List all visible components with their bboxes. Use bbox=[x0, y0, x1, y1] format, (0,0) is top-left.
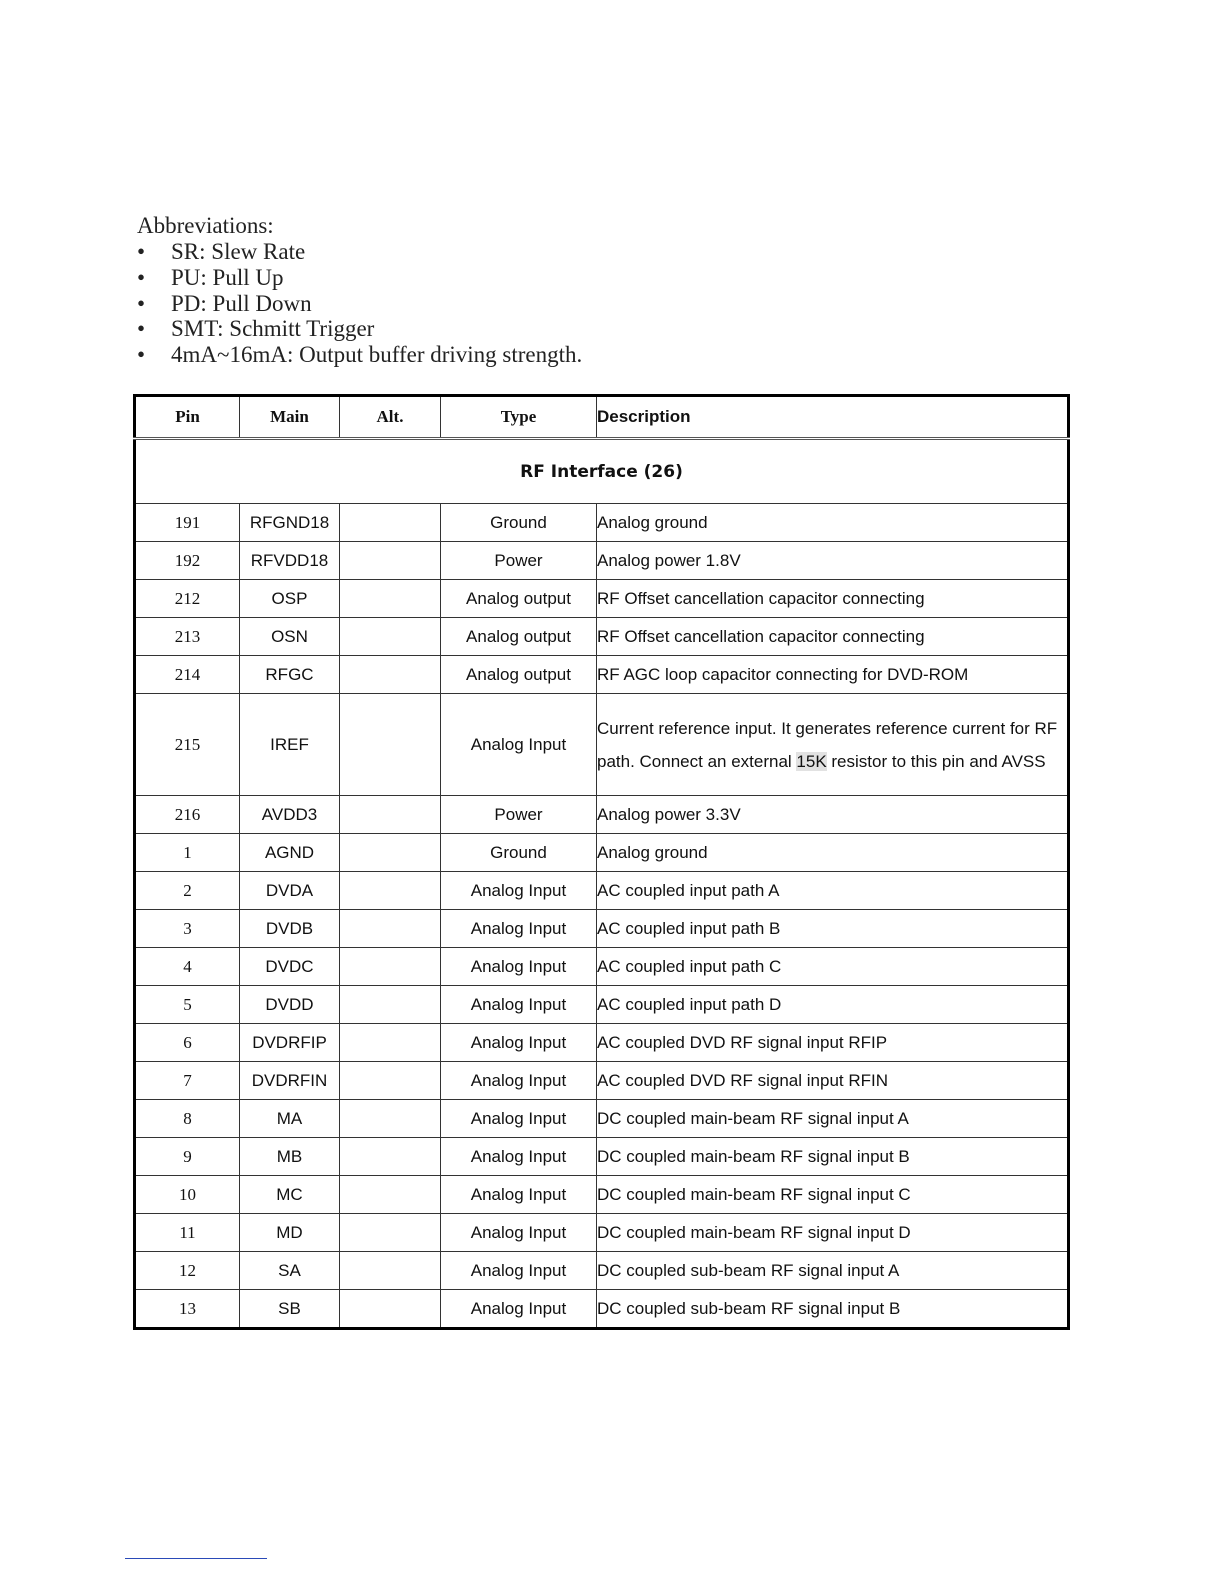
description-cell: DC coupled sub-beam RF signal input B bbox=[597, 1290, 1069, 1329]
type-cell: Analog Input bbox=[441, 1176, 597, 1214]
type-cell: Analog output bbox=[441, 656, 597, 694]
type-cell: Analog Input bbox=[441, 1252, 597, 1290]
alt-cell bbox=[340, 872, 441, 910]
alt-cell bbox=[340, 910, 441, 948]
type-cell: Analog Input bbox=[441, 1100, 597, 1138]
main-cell: IREF bbox=[240, 694, 340, 796]
alt-cell bbox=[340, 948, 441, 986]
table-row bbox=[135, 910, 1069, 948]
alt-cell bbox=[340, 1176, 441, 1214]
highlighted-value: 15K bbox=[796, 751, 827, 771]
list-item bbox=[137, 291, 582, 317]
description-cell: AC coupled input path A bbox=[597, 872, 1069, 910]
pin-cell: 4 bbox=[135, 948, 240, 986]
description-text: Current reference input. It generates reference current for RF path. Connect an external bbox=[597, 718, 1058, 771]
main-cell: DVDA bbox=[240, 872, 340, 910]
type-cell: Analog Input bbox=[441, 1138, 597, 1176]
table-row bbox=[135, 656, 1069, 694]
main-cell: MB bbox=[240, 1138, 340, 1176]
alt-cell bbox=[340, 542, 441, 580]
type-cell: Analog Input bbox=[441, 1024, 597, 1062]
type-cell: Analog Input bbox=[441, 1214, 597, 1252]
pin-cell: 3 bbox=[135, 910, 240, 948]
table-row bbox=[135, 1290, 1069, 1329]
main-cell: MD bbox=[240, 1214, 340, 1252]
description-cell: Analog power 1.8V bbox=[597, 542, 1069, 580]
description-cell: RF Offset cancellation capacitor connecting bbox=[597, 618, 1069, 656]
pin-cell: 5 bbox=[135, 986, 240, 1024]
pin-cell: 6 bbox=[135, 1024, 240, 1062]
alt-cell bbox=[340, 834, 441, 872]
alt-cell bbox=[340, 580, 441, 618]
bullet-icon: • bbox=[137, 264, 146, 290]
table-header-row bbox=[135, 396, 1069, 439]
description-cell: DC coupled main-beam RF signal input A bbox=[597, 1100, 1069, 1138]
alt-cell bbox=[340, 1024, 441, 1062]
main-cell: DVDD bbox=[240, 986, 340, 1024]
pin-cell: 9 bbox=[135, 1138, 240, 1176]
type-cell: Analog Input bbox=[441, 1290, 597, 1329]
main-cell: DVDRFIN bbox=[240, 1062, 340, 1100]
main-cell: MA bbox=[240, 1100, 340, 1138]
pin-cell: 11 bbox=[135, 1214, 240, 1252]
header-alt: Alt. bbox=[340, 396, 441, 439]
table-row bbox=[135, 872, 1069, 910]
bullet-icon: • bbox=[137, 290, 146, 316]
type-cell: Power bbox=[441, 796, 597, 834]
description-cell: AC coupled DVD RF signal input RFIP bbox=[597, 1024, 1069, 1062]
type-cell: Ground bbox=[441, 834, 597, 872]
abbreviations-list bbox=[137, 239, 582, 368]
description-cell: DC coupled main-beam RF signal input C bbox=[597, 1176, 1069, 1214]
alt-cell bbox=[340, 1062, 441, 1100]
pin-cell: 216 bbox=[135, 796, 240, 834]
list-item bbox=[137, 316, 582, 342]
abbreviation-text: PU: Pull Up bbox=[171, 264, 284, 290]
list-item bbox=[137, 239, 582, 265]
description-cell: RF AGC loop capacitor connecting for DVD-ROM bbox=[597, 656, 1069, 694]
description-cell: AC coupled input path C bbox=[597, 948, 1069, 986]
main-cell: RFVDD18 bbox=[240, 542, 340, 580]
table-row bbox=[135, 1138, 1069, 1176]
abbreviation-text: PD: Pull Down bbox=[171, 290, 312, 316]
pin-cell: 2 bbox=[135, 872, 240, 910]
alt-cell bbox=[340, 656, 441, 694]
alt-cell bbox=[340, 504, 441, 542]
abbreviations-block bbox=[137, 212, 582, 368]
alt-cell bbox=[340, 1138, 441, 1176]
pin-cell: 192 bbox=[135, 542, 240, 580]
table-row bbox=[135, 618, 1069, 656]
main-cell: SA bbox=[240, 1252, 340, 1290]
list-item bbox=[137, 342, 582, 368]
description-cell: RF Offset cancellation capacitor connecting bbox=[597, 580, 1069, 618]
description-cell: DC coupled main-beam RF signal input B bbox=[597, 1138, 1069, 1176]
bullet-icon: • bbox=[137, 342, 146, 368]
type-cell: Analog Input bbox=[441, 910, 597, 948]
pin-cell: 10 bbox=[135, 1176, 240, 1214]
description-cell: DC coupled sub-beam RF signal input A bbox=[597, 1252, 1069, 1290]
table-row bbox=[135, 1176, 1069, 1214]
description-cell: Analog ground bbox=[597, 834, 1069, 872]
alt-cell bbox=[340, 694, 441, 796]
table-row bbox=[135, 1100, 1069, 1138]
alt-cell bbox=[340, 986, 441, 1024]
pin-cell: 12 bbox=[135, 1252, 240, 1290]
main-cell: DVDC bbox=[240, 948, 340, 986]
alt-cell bbox=[340, 1214, 441, 1252]
abbreviation-text: 4mA~16mA: Output buffer driving strength. bbox=[171, 342, 583, 368]
list-item bbox=[137, 265, 582, 291]
table-row bbox=[135, 986, 1069, 1024]
main-cell: DVDB bbox=[240, 910, 340, 948]
type-cell: Analog output bbox=[441, 580, 597, 618]
description-cell: Analog power 3.3V bbox=[597, 796, 1069, 834]
table-row bbox=[135, 796, 1069, 834]
main-cell: SB bbox=[240, 1290, 340, 1329]
pin-cell: 8 bbox=[135, 1100, 240, 1138]
pin-cell: 212 bbox=[135, 580, 240, 618]
main-cell: AGND bbox=[240, 834, 340, 872]
table-row bbox=[135, 834, 1069, 872]
type-cell: Analog Input bbox=[441, 872, 597, 910]
header-description: Description bbox=[597, 396, 1069, 439]
table-row bbox=[135, 580, 1069, 618]
pin-cell: 7 bbox=[135, 1062, 240, 1100]
pin-cell: 214 bbox=[135, 656, 240, 694]
main-cell: MC bbox=[240, 1176, 340, 1214]
type-cell: Analog output bbox=[441, 618, 597, 656]
abbreviation-text: SR: Slew Rate bbox=[171, 239, 306, 264]
description-cell: AC coupled input path B bbox=[597, 910, 1069, 948]
header-type: Type bbox=[441, 396, 597, 439]
pin-cell: 191 bbox=[135, 504, 240, 542]
type-cell: Analog Input bbox=[441, 694, 597, 796]
abbreviations-title: Abbreviations: bbox=[137, 213, 274, 238]
description-cell: AC coupled input path D bbox=[597, 986, 1069, 1024]
main-cell: AVDD3 bbox=[240, 796, 340, 834]
main-cell: OSP bbox=[240, 580, 340, 618]
header-pin: Pin bbox=[135, 396, 240, 439]
type-cell: Analog Input bbox=[441, 948, 597, 986]
alt-cell bbox=[340, 618, 441, 656]
table-row bbox=[135, 1252, 1069, 1290]
description-cell: Analog ground bbox=[597, 504, 1069, 542]
pin-cell: 1 bbox=[135, 834, 240, 872]
alt-cell bbox=[340, 1290, 441, 1329]
footnote-separator bbox=[125, 1558, 267, 1559]
table-row bbox=[135, 694, 1069, 796]
alt-cell bbox=[340, 796, 441, 834]
type-cell: Power bbox=[441, 542, 597, 580]
alt-cell bbox=[340, 1252, 441, 1290]
bullet-icon: • bbox=[137, 316, 146, 342]
section-title: RF Interface (26) bbox=[135, 439, 1069, 504]
pin-cell: 13 bbox=[135, 1290, 240, 1329]
table-row bbox=[135, 948, 1069, 986]
alt-cell bbox=[340, 1100, 441, 1138]
table-row bbox=[135, 504, 1069, 542]
description-cell: AC coupled DVD RF signal input RFIN bbox=[597, 1062, 1069, 1100]
description-cell: DC coupled main-beam RF signal input D bbox=[597, 1214, 1069, 1252]
table-row bbox=[135, 542, 1069, 580]
header-main: Main bbox=[240, 396, 340, 439]
type-cell: Ground bbox=[441, 504, 597, 542]
table-row bbox=[135, 1214, 1069, 1252]
main-cell: OSN bbox=[240, 618, 340, 656]
main-cell: RFGND18 bbox=[240, 504, 340, 542]
type-cell: Analog Input bbox=[441, 1062, 597, 1100]
description-cell bbox=[597, 694, 1069, 796]
pin-cell: 215 bbox=[135, 694, 240, 796]
table-row bbox=[135, 1062, 1069, 1100]
type-cell: Analog Input bbox=[441, 986, 597, 1024]
abbreviation-text: SMT: Schmitt Trigger bbox=[171, 316, 375, 342]
description-text: resistor to this pin and AVSS bbox=[826, 751, 1046, 771]
table-row bbox=[135, 1024, 1069, 1062]
pin-table bbox=[133, 394, 1070, 1330]
bullet-icon: • bbox=[137, 239, 146, 264]
pin-cell: 213 bbox=[135, 618, 240, 656]
main-cell: DVDRFIP bbox=[240, 1024, 340, 1062]
main-cell: RFGC bbox=[240, 656, 340, 694]
section-row bbox=[135, 439, 1069, 504]
